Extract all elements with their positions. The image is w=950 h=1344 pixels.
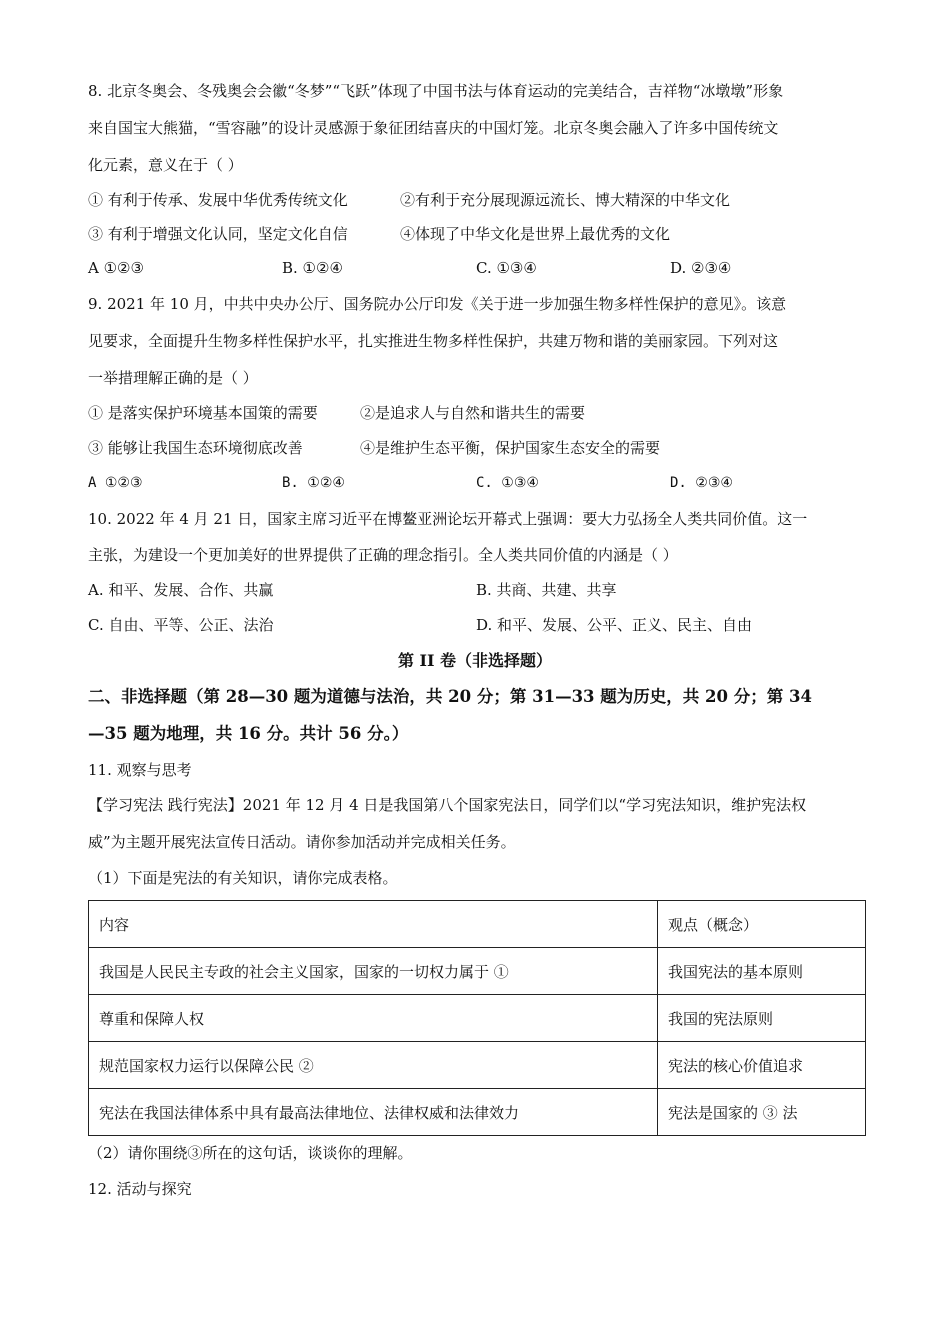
table-cell-content: 宪法在我国法律体系中具有最高法律地位、法律权威和法律效力 <box>89 1089 658 1136</box>
q9-option-a: A ①②③ <box>88 475 143 491</box>
q9-statement-2: ②是追求人与自然和谐共生的需要 <box>360 404 586 422</box>
table-cell-content: 尊重和保障人权 <box>89 995 658 1042</box>
table-cell-viewpoint: 宪法的核心价值追求 <box>658 1042 866 1089</box>
table-header-content: 内容 <box>89 901 658 948</box>
q10-option-c: C. 自由、平等、公正、法治 <box>88 616 274 634</box>
q9-statement-1: ① 是落实保护环境基本国策的需要 <box>88 404 318 422</box>
q11-intro-line1: 【学习宪法 践行宪法】2021 年 12 月 4 日是我国第八个国家宪法日，同学们以“学习宪法知识，维护宪法权 <box>88 796 807 814</box>
section-title: 第 II 卷（非选择题） <box>397 651 553 670</box>
q9-statement-4: ④是维护生态平衡，保护国家生态安全的需要 <box>360 439 661 457</box>
q9-stem-line3: 一举措理解正确的是（ ） <box>88 369 258 387</box>
table-cell-content: 规范国家权力运行以保障公民 ② <box>89 1042 658 1089</box>
table-cell-viewpoint: 我国的宪法原则 <box>658 995 866 1042</box>
q10-stem-line2: 主张，为建设一个更加美好的世界提供了正确的理念指引。全人类共同价值的内涵是（ ） <box>88 546 678 564</box>
q8-stem-line2: 来自国宝大熊猫，“雪容融”的设计灵感源于象征团结喜庆的中国灯笼。北京冬奥会融入了许多中国传统文 <box>88 119 779 137</box>
q8-statement-3: ③ 有利于增强文化认同，坚定文化自信 <box>88 225 348 243</box>
q12-title: 12. 活动与探究 <box>88 1180 192 1198</box>
q8-option-a: A ①②③ <box>88 259 144 277</box>
table-cell-viewpoint: 我国宪法的基本原则 <box>658 948 866 995</box>
table-row <box>89 1089 866 1136</box>
table-cell-content: 我国是人民民主专政的社会主义国家，国家的一切权力属于 ① <box>89 948 658 995</box>
q10-option-b: B. 共商、共建、共享 <box>476 581 617 599</box>
q8-option-d: D. ②③④ <box>670 259 732 277</box>
q9-option-c: C. ①③④ <box>476 475 539 491</box>
q9-statement-3: ③ 能够让我国生态环境彻底改善 <box>88 439 303 457</box>
q10-option-a: A. 和平、发展、合作、共赢 <box>88 581 274 599</box>
q8-stem-line3: 化元素，意义在于（ ） <box>88 156 243 174</box>
table-header-viewpoint: 观点（概念） <box>658 901 866 948</box>
q9-stem-line1: 9. 2021 年 10 月，中共中央办公厅、国务院办公厅印发《关于进一步加强生物多样性保护的意见》。该意 <box>88 295 787 313</box>
q8-statement-4: ④体现了中华文化是世界上最优秀的文化 <box>400 225 671 243</box>
section-heading-line1: 二、非选择题（第 28—30 题为道德与法治，共 20 分；第 31—33 题为历史，共 20 分；第 34 <box>88 687 812 706</box>
q8-statement-1: ① 有利于传承、发展中华优秀传统文化 <box>88 191 348 209</box>
table-row <box>89 995 866 1042</box>
q10-stem-line1: 10. 2022 年 4 月 21 日，国家主席习近平在博鳌亚洲论坛开幕式上强调：要大力弘扬全人类共同价值。这一 <box>88 510 808 528</box>
table-cell-viewpoint: 宪法是国家的 ③ 法 <box>658 1089 866 1136</box>
q8-option-c: C. ①③④ <box>476 259 537 277</box>
table-header-row <box>89 901 866 948</box>
section-heading-line2: —35 题为地理，共 16 分。共计 56 分。） <box>88 724 409 743</box>
q8-option-b: B. ①②④ <box>282 259 343 277</box>
constitution-table <box>88 900 866 1136</box>
table-row <box>89 948 866 995</box>
q9-stem-line2: 见要求，全面提升生物多样性保护水平，扎实推进生物多样性保护，共建万物和谐的美丽家园。下列对这 <box>88 332 779 350</box>
q11-subquestion-2: （2）请你围绕③所在的这句话，谈谈你的理解。 <box>88 1144 413 1162</box>
q11-subquestion-1: （1）下面是宪法的有关知识，请你完成表格。 <box>88 869 398 887</box>
q11-title: 11. 观察与思考 <box>88 761 192 779</box>
q9-option-b: B. ①②④ <box>282 475 345 491</box>
q11-intro-line2: 威”为主题开展宪法宣传日活动。请你参加活动并完成相关任务。 <box>88 833 516 851</box>
table-row <box>89 1042 866 1089</box>
q8-statement-2: ②有利于充分展现源远流长、博大精深的中华文化 <box>400 191 731 209</box>
q10-option-d: D. 和平、发展、公平、正义、民主、自由 <box>476 616 753 634</box>
q9-option-d: D. ②③④ <box>670 475 733 491</box>
q8-stem-line1: 8. 北京冬奥会、冬残奥会会徽“冬梦”“飞跃”体现了中国书法与体育运动的完美结合，吉祥物“冰墩墩”形象 <box>88 82 784 100</box>
